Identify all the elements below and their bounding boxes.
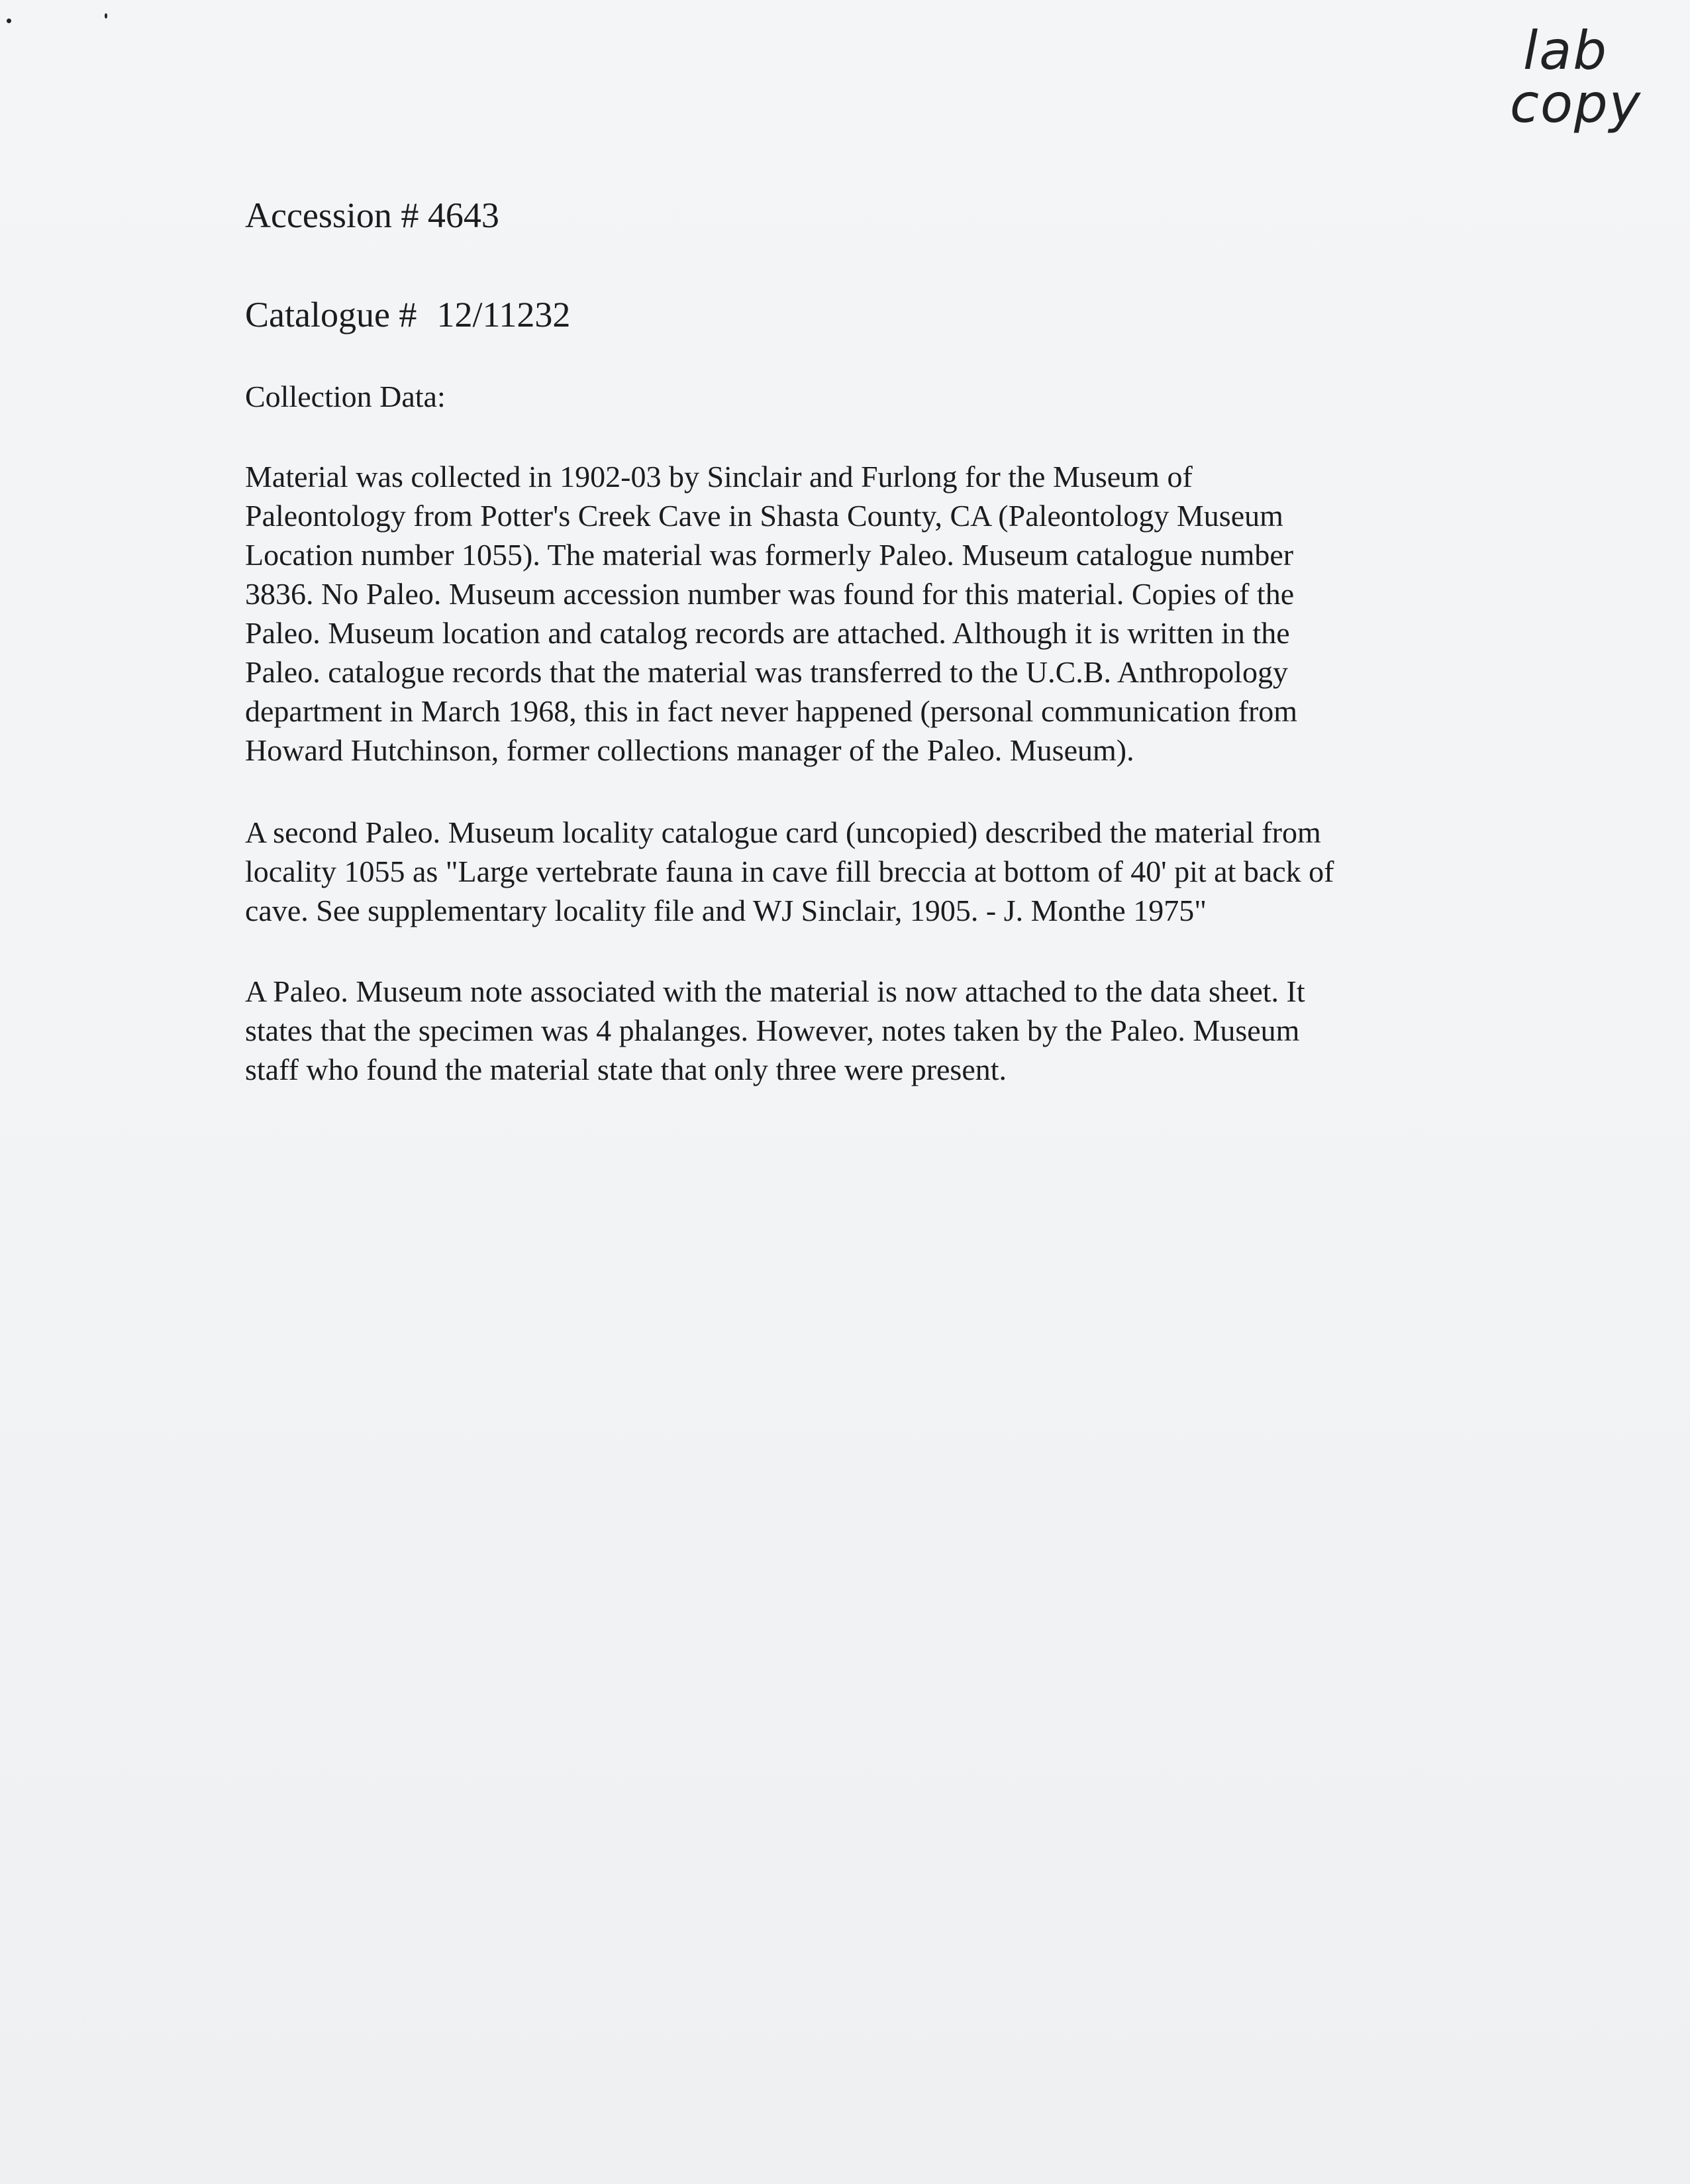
text-line: Material was collected in 1902-03 by Sinclair and Furlong for the Museum of [245,460,1193,494]
handwritten-note-copy: copy [1510,73,1642,134]
text-line: Paleo. Museum location and catalog records are attached. Although it is written in the [245,616,1290,650]
paragraph-museum-note [245,972,1437,1089]
scan-speck [105,13,107,19]
text-line: Paleontology from Potter's Creek Cave in Shasta County, CA (Paleontology Museum [245,499,1283,533]
paragraph-locality-card [245,813,1437,930]
text-line: Location number 1055). The material was formerly Paleo. Museum catalogue number [245,538,1294,572]
text-line: A second Paleo. Museum locality catalogue card (uncopied) described the material from [245,815,1321,849]
text-line: Howard Hutchinson, former collections manager of the Paleo. Museum). [245,733,1134,767]
catalogue-line [245,293,570,336]
text-line: Paleo. catalogue records that the material was transferred to the U.C.B. Anthropology [245,655,1289,689]
catalogue-label: Catalogue # [245,295,417,335]
text-line: 3836. No Paleo. Museum accession number was found for this material. Copies of the [245,577,1295,611]
text-line: cave. See supplementary locality file and WJ Sinclair, 1905. - J. Monthe 1975" [245,894,1207,927]
text-line: department in March 1968, this in fact never happened (personal communication from [245,694,1298,728]
text-line: locality 1055 as "Large vertebrate fauna in cave fill breccia at bottom of 40' pit at back of [245,855,1334,888]
paragraph-collection-history [245,457,1437,770]
scan-speck [7,19,11,23]
text-line: A Paleo. Museum note associated with the material is now attached to the data sheet. It [245,974,1305,1008]
text-line: staff who found the material state that only three were present. [245,1053,1007,1086]
text-line: states that the specimen was 4 phalanges. However, notes taken by the Paleo. Museum [245,1014,1300,1047]
accession-number: Accession # 4643 [245,195,499,235]
catalogue-number: 12/11232 [436,295,571,335]
handwritten-note-lab: lab [1523,20,1609,81]
collection-data-label: Collection Data: [245,380,446,413]
